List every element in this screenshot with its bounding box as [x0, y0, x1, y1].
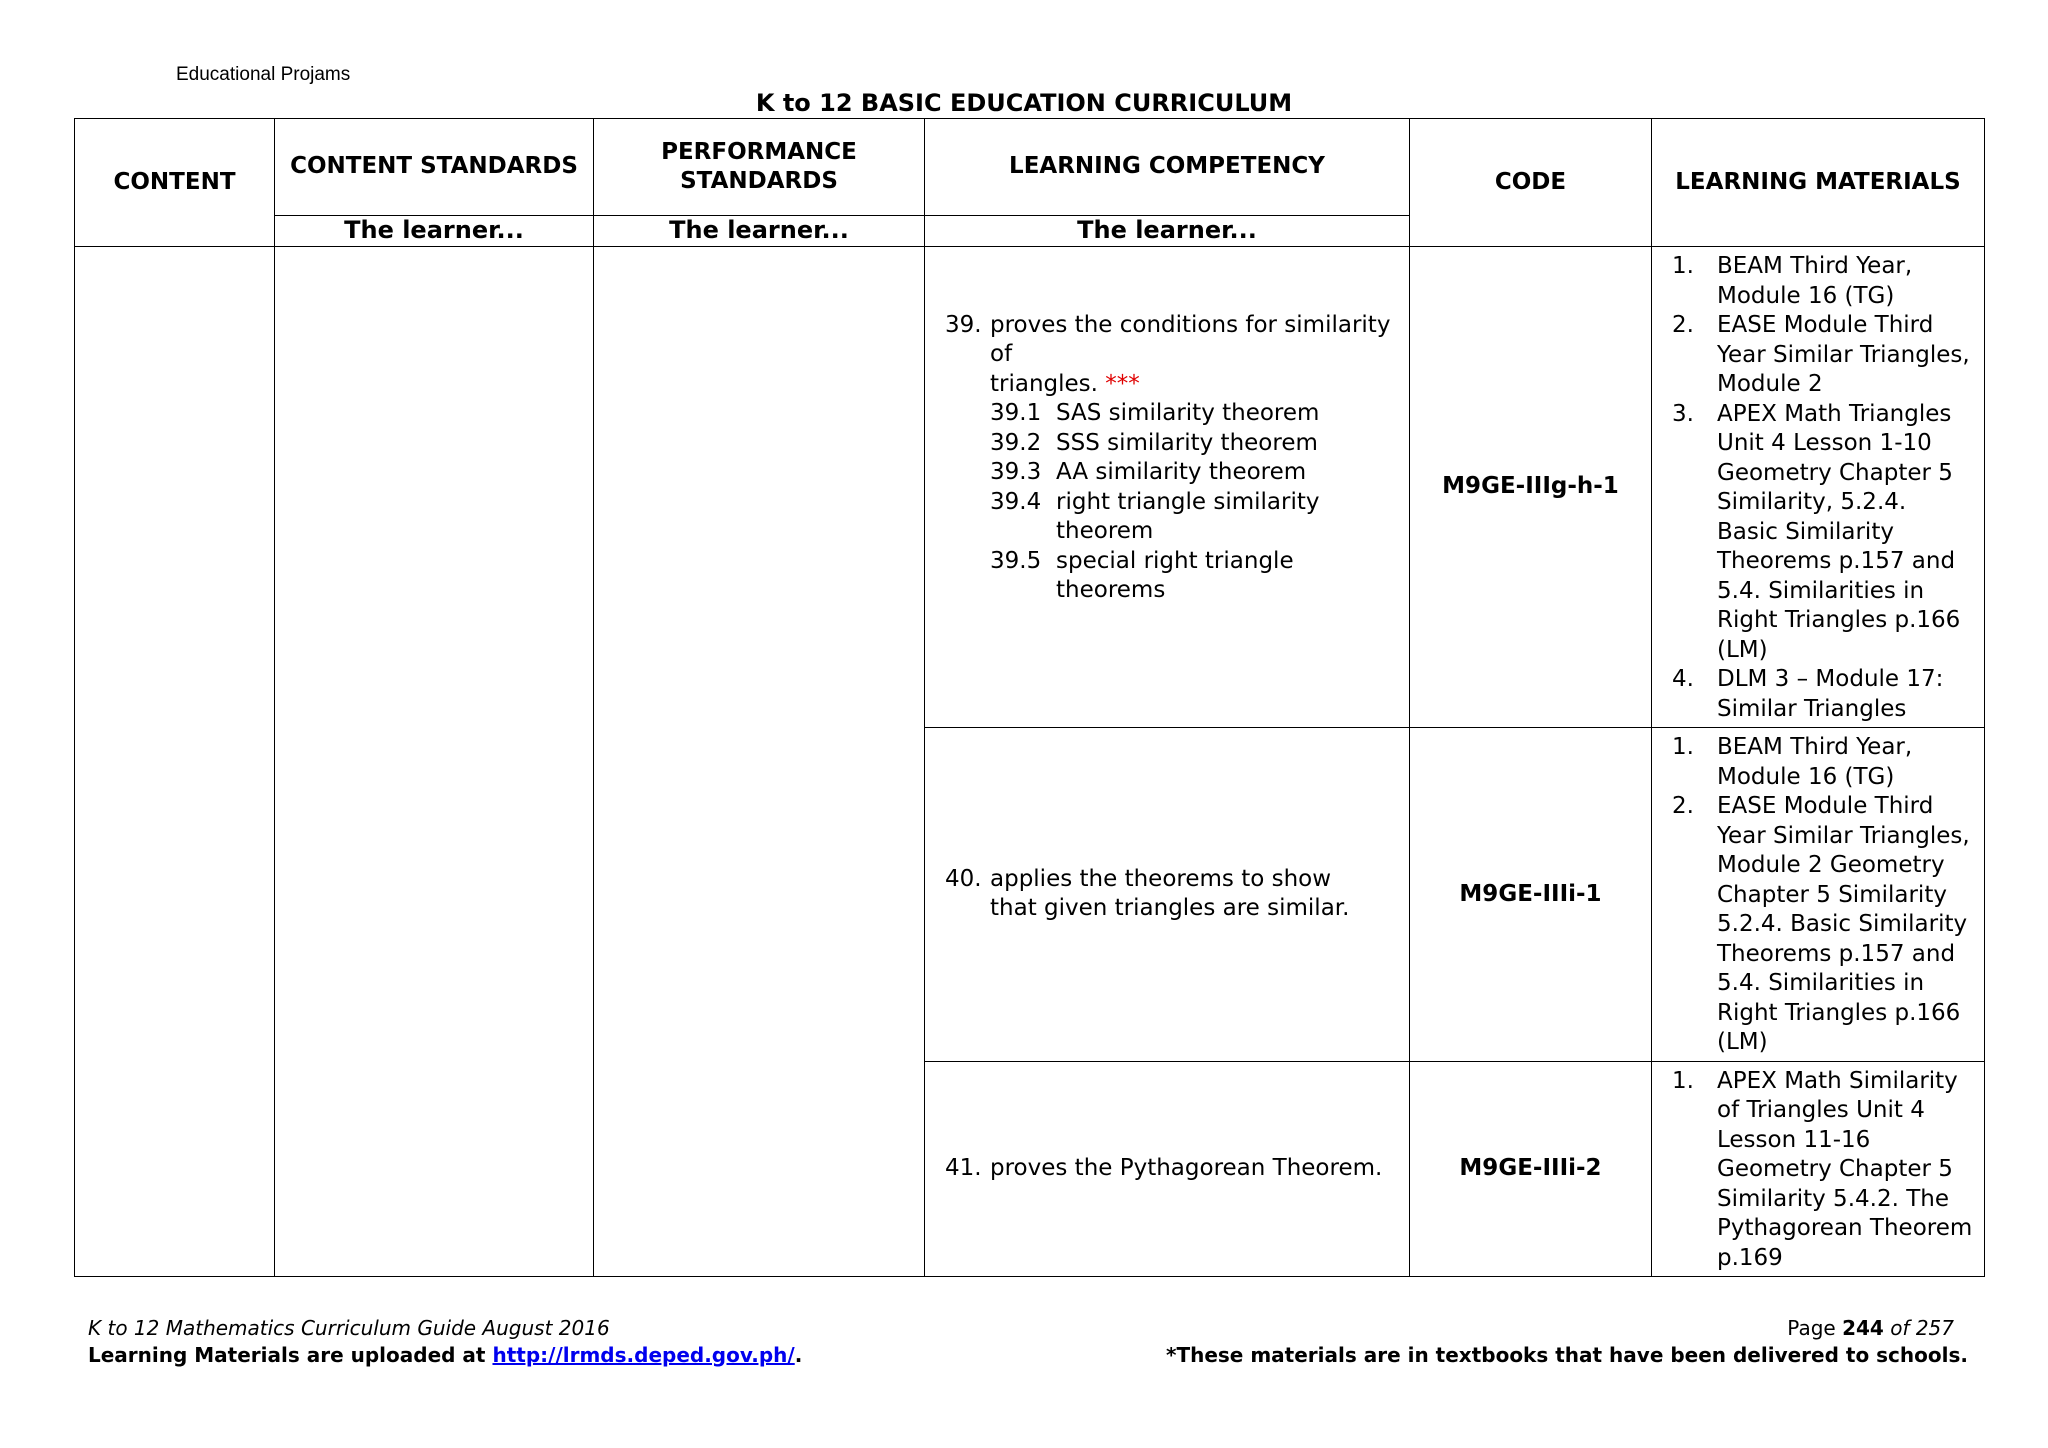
materials-list	[1652, 728, 1984, 1061]
sub-competency: 39.2 SSS similarity theorem	[990, 429, 1318, 456]
header-content-standards: CONTENT STANDARDS	[275, 119, 594, 216]
materials-list	[1652, 1062, 1984, 1277]
material-item: 1. APEX Math Similarity of Triangles Unit 4 Lesson 11-16 Geometry Chapter 5 Similarity 5.4.2. The Pythagorean Theorem p.169	[1672, 1067, 1973, 1271]
content-cell	[75, 247, 275, 1277]
header-content: CONTENT	[75, 119, 275, 247]
material-item: 1. BEAM Third Year, Module 16 (TG)	[1672, 734, 1913, 790]
header-learner-performance-standards: The learner...	[594, 216, 925, 247]
material-item: 2. EASE Module Third Year Similar Triangles, Module 2 Geometry Chapter 5 Similarity 5.2.4. Basic Similarity Theorems p.157 and 5.4. Similarities in Right Triangles p.166 (LM)	[1672, 793, 1970, 1055]
asterisk-marker: ***	[1105, 370, 1140, 397]
performance-standards-cell	[594, 247, 925, 1277]
header-learner-competency: The learner...	[925, 216, 1410, 247]
sub-competency: 39.1 SAS similarity theorem	[990, 400, 1320, 426]
materials-cell	[1652, 247, 1985, 728]
header-code: CODE	[1410, 119, 1652, 247]
page-number: Page 244 of 257	[1787, 1316, 1954, 1340]
footer-textbook-note: *These materials are in textbooks that have been delivered to schools.	[1166, 1343, 1968, 1367]
material-item: 4. DLM 3 – Module 17: Similar Triangles	[1672, 666, 1944, 722]
header-performance-standards: PERFORMANCE STANDARDS	[594, 119, 925, 216]
sub-competency: 39.5 special right triangle theorems	[990, 547, 1294, 603]
material-item: 1. BEAM Third Year, Module 16 (TG)	[1672, 253, 1913, 309]
watermark-text: Educational Projams	[176, 64, 351, 85]
materials-list	[1652, 247, 1984, 727]
competency-cell-40	[925, 728, 1410, 1062]
competency-cell-39	[925, 247, 1410, 728]
document-title: K to 12 BASIC EDUCATION CURRICULUM	[755, 89, 1293, 117]
sub-competency: 39.3 AA similarity theorem	[990, 459, 1307, 485]
content-standards-cell	[275, 247, 594, 1277]
materials-cell	[1652, 1061, 1985, 1277]
material-item: 3. APEX Math Triangles Unit 4 Lesson 1-10 Geometry Chapter 5 Similarity, 5.2.4. Basic Similarity Theorems p.157 and 5.4. Similarities in Right Triangles p.166 (LM)	[1672, 400, 1961, 663]
header-learning-competency: LEARNING COMPETENCY	[925, 119, 1410, 216]
code-cell: M9GE-IIIi-2	[1410, 1061, 1652, 1277]
curriculum-table	[74, 118, 1985, 1277]
footer-guide-title: K to 12 Mathematics Curriculum Guide August 2016	[88, 1316, 610, 1340]
competency-item: 39. proves the conditions for similarity of triangles. ***	[945, 311, 1391, 397]
competency-cell-41	[925, 1061, 1410, 1277]
code-cell: M9GE-IIIg-h-1	[1410, 247, 1652, 728]
competency-item: 40. applies the theorems to show that given triangles are similar.	[945, 865, 1350, 922]
header-learner-content-standards: The learner...	[275, 216, 594, 247]
sub-competency: 39.4 right triangle similarity theorem	[990, 488, 1320, 544]
header-learning-materials: LEARNING MATERIALS	[1652, 119, 1985, 247]
footer-upload-note: Learning Materials are uploaded at http://lrmds.deped.gov.ph/.	[88, 1343, 803, 1367]
material-item: 2. EASE Module Third Year Similar Triangles, Module 2	[1672, 312, 1970, 397]
lrmds-link[interactable]: http://lrmds.deped.gov.ph/	[492, 1343, 795, 1367]
materials-cell	[1652, 728, 1985, 1062]
competency-item: 41. proves the Pythagorean Theorem.	[945, 1155, 1383, 1181]
code-cell: M9GE-IIIi-1	[1410, 728, 1652, 1062]
